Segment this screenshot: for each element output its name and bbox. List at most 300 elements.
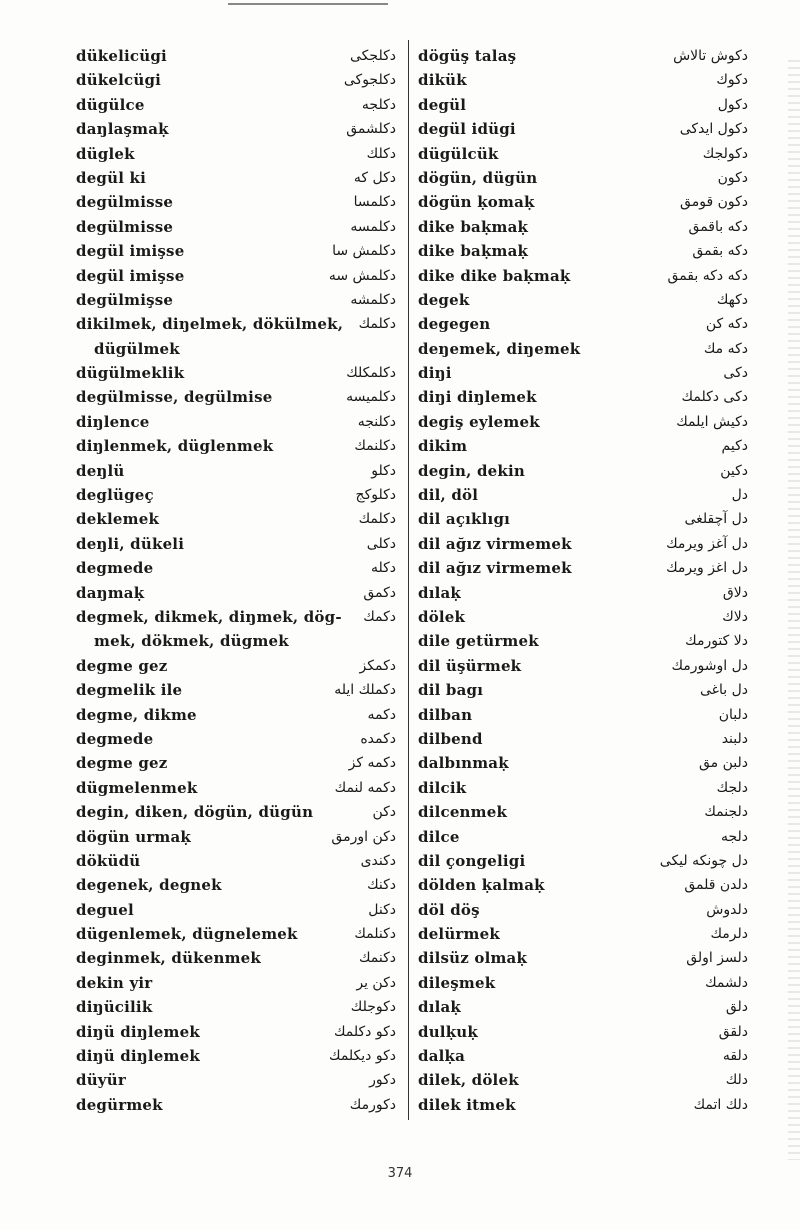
- dictionary-entry: [76, 507, 396, 531]
- dictionary-entry: [418, 995, 748, 1019]
- entry-latin: [76, 678, 182, 702]
- entry-arabic: دلا کتورمك: [685, 633, 748, 650]
- entry-latin: [76, 215, 173, 239]
- entry-latin-text: degül imişse: [76, 266, 185, 285]
- dictionary-entry: [418, 337, 748, 361]
- entry-latin: [418, 1044, 465, 1068]
- entry-latin: [76, 434, 273, 458]
- entry-latin: [418, 800, 507, 824]
- entry-arabic: دل چونکه لیکی: [659, 852, 748, 869]
- dictionary-entry: [76, 117, 396, 141]
- entry-latin: [76, 385, 272, 409]
- entry-latin: [76, 483, 154, 507]
- entry-latin: [76, 922, 298, 946]
- entry-arabic: دکمده: [360, 730, 396, 747]
- dictionary-entry: [76, 556, 396, 580]
- entry-arabic: دکمه لنمك: [334, 779, 396, 796]
- entry-latin-text: diŋlence: [76, 412, 150, 431]
- entry-latin-text: diŋlenmek, düglenmek: [76, 437, 274, 456]
- entry-arabic: دکلجکی: [350, 48, 396, 64]
- entry-latin: [76, 581, 144, 605]
- dictionary-entry: [76, 215, 396, 239]
- entry-latin-text: dilbend: [418, 729, 483, 748]
- entry-arabic: دکمکز: [359, 657, 396, 674]
- dictionary-entry: [76, 751, 396, 775]
- entry-arabic: دلرمك: [710, 926, 748, 943]
- entry-latin: [418, 654, 521, 678]
- entry-arabic: دلبند: [721, 730, 748, 747]
- entry-latin: [76, 751, 168, 775]
- entry-latin-text: dılaḳ: [418, 583, 461, 602]
- entry-latin-text: deŋemek, diŋemek: [418, 339, 581, 358]
- entry-latin-text: degegen: [418, 315, 491, 334]
- entry-latin-text: degme, dikme: [76, 705, 197, 724]
- entry-latin: [76, 605, 351, 654]
- entry-latin: [418, 361, 452, 385]
- entry-latin: [418, 215, 528, 239]
- dictionary-entry: [418, 288, 748, 312]
- entry-latin-text: dögün urmaḳ: [76, 827, 192, 846]
- entry-latin-continuation: mek, dökmek, dügmek: [94, 632, 289, 651]
- entry-latin-text: dile getürmek: [418, 632, 539, 651]
- entry-arabic: دکنمك: [358, 950, 396, 967]
- entry-arabic: دکلمك: [358, 511, 396, 528]
- dictionary-entry: [76, 166, 396, 190]
- entry-arabic: دکلنمك: [354, 438, 396, 455]
- dictionary-entry: [418, 971, 748, 995]
- entry-latin: [418, 288, 469, 312]
- entry-latin-text: degül idügi: [418, 120, 516, 139]
- entry-latin-text: dilsüz olmaḳ: [418, 949, 528, 968]
- entry-arabic: دلدوش: [706, 901, 748, 918]
- entry-latin: [76, 190, 173, 214]
- entry-latin: [76, 1093, 163, 1117]
- entry-latin-text: dilcik: [418, 778, 467, 797]
- entry-latin: [418, 751, 509, 775]
- entry-arabic: دلبن مق: [698, 755, 748, 772]
- entry-latin: [76, 459, 125, 483]
- entry-latin-text: degülmisse, degülmise: [76, 388, 273, 407]
- dictionary-entry: [418, 946, 748, 970]
- entry-latin: [76, 849, 140, 873]
- entry-latin-text: dalḳa: [418, 1047, 466, 1066]
- entry-arabic: دکی: [723, 365, 748, 382]
- entry-latin: [418, 434, 467, 458]
- dictionary-entry: [76, 532, 396, 556]
- entry-latin-text: düyür: [76, 1071, 126, 1090]
- entry-arabic: دکین: [720, 462, 748, 479]
- entry-latin: [418, 312, 490, 336]
- dictionary-entry: [418, 385, 748, 409]
- entry-latin: [76, 556, 153, 580]
- dictionary-entry: [76, 410, 396, 434]
- entry-arabic: دکن اورمق: [331, 828, 396, 845]
- entry-arabic: دلق: [725, 999, 748, 1016]
- dictionary-entry: [418, 922, 748, 946]
- entry-latin-text: degül ki: [76, 168, 147, 187]
- entry-latin: [418, 849, 525, 873]
- dictionary-entry: [76, 288, 396, 312]
- entry-arabic: دلجه: [720, 828, 748, 845]
- entry-latin: [418, 946, 527, 970]
- entry-latin-text: diŋi diŋlemek: [418, 388, 537, 407]
- entry-arabic: دلاق: [722, 584, 748, 601]
- column-divider: [408, 40, 409, 1120]
- entry-latin: [76, 117, 169, 141]
- dictionary-entry: [76, 971, 396, 995]
- entry-latin-text: dalbınmaḳ: [418, 754, 509, 773]
- entry-latin-text: dükelicügi: [76, 47, 167, 65]
- entry-latin-text: degmede: [76, 729, 154, 748]
- entry-latin: [76, 654, 168, 678]
- entry-latin-text: dölden ḳalmaḳ: [418, 876, 545, 895]
- entry-latin-text: dil bagı: [418, 681, 484, 700]
- dictionary-entry: [76, 1093, 396, 1117]
- entry-latin: [418, 166, 537, 190]
- entry-latin-text: dikük: [418, 71, 467, 90]
- entry-latin: [76, 946, 261, 970]
- dictionary-entry: [76, 946, 396, 970]
- dictionary-entry: [418, 459, 748, 483]
- entry-latin: [418, 117, 516, 141]
- entry-latin-text: degülmişse: [76, 290, 174, 309]
- entry-arabic: دل آغز ویرمك: [666, 535, 748, 552]
- entry-latin-text: dike dike baḳmaḳ: [418, 266, 571, 285]
- entry-latin-text: dükelcügi: [76, 71, 162, 90]
- entry-arabic: دل اغز ویرمك: [666, 560, 748, 577]
- entry-arabic: دکلجوکی: [343, 72, 396, 89]
- entry-arabic: دکون: [717, 169, 748, 186]
- dictionary-entry: [76, 1020, 396, 1044]
- entry-latin-text: dilek, dölek: [418, 1071, 519, 1090]
- dictionary-entry: [76, 459, 396, 483]
- dictionary-entry: [418, 483, 748, 507]
- dictionary-entry: [418, 581, 748, 605]
- dictionary-entry: [76, 44, 396, 68]
- entry-latin: [76, 142, 135, 166]
- entry-latin-text: degül: [418, 95, 467, 114]
- dictionary-entry: [418, 215, 748, 239]
- entry-latin: [418, 385, 537, 409]
- entry-latin-text: dögüş talaş: [418, 47, 517, 65]
- entry-arabic: دکی دکلمك: [681, 389, 748, 406]
- entry-latin: [418, 337, 580, 361]
- entry-arabic: دلك: [725, 1072, 748, 1089]
- dictionary-entry: [418, 361, 748, 385]
- dictionary-entry: [76, 68, 396, 92]
- entry-arabic: دکه باقمق: [688, 218, 748, 235]
- dictionary-entry: [76, 385, 396, 409]
- entry-latin-text: dilek itmek: [418, 1095, 516, 1114]
- entry-latin-text: dilce: [418, 827, 460, 846]
- entry-arabic: دلشمك: [705, 974, 748, 991]
- entry-latin: [76, 727, 153, 751]
- entry-latin-text: dileşmek: [418, 973, 496, 992]
- dictionary-entry: [418, 312, 748, 336]
- entry-arabic: دکندی: [360, 852, 396, 869]
- entry-latin: [418, 459, 525, 483]
- dictionary-entry: [76, 264, 396, 288]
- right-column: [418, 44, 748, 1117]
- entry-latin: [418, 581, 461, 605]
- entry-latin: [76, 361, 184, 385]
- entry-arabic: دل باغی: [699, 682, 748, 699]
- entry-latin: [418, 239, 528, 263]
- entry-latin: [76, 873, 222, 897]
- entry-arabic: دکلمش سه: [328, 267, 396, 284]
- dictionary-entry: [418, 849, 748, 873]
- entry-latin-text: dike baḳmaḳ: [418, 217, 529, 236]
- dictionary-entry: [76, 654, 396, 678]
- dictionary-entry: [418, 532, 748, 556]
- entry-arabic: دکلمیسه: [346, 389, 396, 406]
- dictionary-entry: [418, 410, 748, 434]
- dictionary-entry: [418, 507, 748, 531]
- entry-latin-text: degülmisse: [76, 193, 174, 212]
- entry-latin-text: dil ağız virmemek: [418, 559, 572, 578]
- dictionary-entry: [418, 776, 748, 800]
- entry-arabic: دکوك: [716, 72, 748, 89]
- entry-latin: [418, 1020, 478, 1044]
- entry-latin-text: degek: [418, 290, 470, 309]
- entry-latin: [418, 629, 539, 653]
- entry-arabic: دکمه کز: [348, 755, 396, 772]
- entry-latin-text: dil açıklıgı: [418, 510, 511, 529]
- entry-latin-text: diŋi: [418, 364, 452, 383]
- dictionary-entry: [76, 483, 396, 507]
- entry-arabic: دکه بقمق: [692, 243, 748, 260]
- entry-latin: [418, 873, 545, 897]
- entry-latin: [418, 776, 466, 800]
- header-rule: [228, 3, 388, 5]
- entry-latin: [76, 68, 161, 92]
- entry-latin: [76, 1020, 200, 1044]
- entry-arabic: دکو دیکلمك: [329, 1048, 396, 1065]
- dictionary-entry: [76, 995, 396, 1019]
- entry-latin: [76, 507, 159, 531]
- entry-latin-text: dil ağız virmemek: [418, 534, 572, 553]
- entry-arabic: دلقه: [722, 1048, 748, 1065]
- entry-arabic: دلجك: [716, 779, 748, 796]
- page-edge-shadow: [788, 60, 800, 1160]
- entry-latin: [76, 93, 145, 117]
- dictionary-entry: [418, 1068, 748, 1092]
- entry-latin-continuation: dügülmek: [94, 339, 180, 358]
- entry-arabic: دلدن قلمق: [684, 877, 748, 894]
- entry-arabic: دکول ایدکی: [679, 121, 748, 138]
- entry-arabic: دکلمك: [358, 316, 396, 333]
- entry-latin: [418, 190, 535, 214]
- entry-latin: [418, 678, 483, 702]
- entry-arabic: دکلوکج: [355, 487, 396, 504]
- dictionary-entry: [418, 190, 748, 214]
- entry-latin-text: dil çongeligi: [418, 851, 526, 870]
- entry-arabic: دکهك: [716, 291, 748, 308]
- entry-arabic: دکن یر: [356, 974, 396, 991]
- entry-arabic: دلقق: [718, 1023, 748, 1040]
- dictionary-entry: [418, 751, 748, 775]
- dictionary-entry: [76, 605, 396, 654]
- entry-latin-text: dil üşürmek: [418, 656, 522, 675]
- entry-latin-text: dilcenmek: [418, 803, 508, 822]
- entry-latin: [76, 825, 191, 849]
- entry-latin-text: deklemek: [76, 510, 160, 529]
- dictionary-entry: [418, 873, 748, 897]
- dictionary-entry: [76, 93, 396, 117]
- entry-latin-text: dikilmek, diŋelmek, dökülmek,: [76, 315, 344, 334]
- entry-latin: [418, 142, 499, 166]
- dictionary-entry: [418, 703, 748, 727]
- dictionary-entry: [418, 605, 748, 629]
- entry-arabic: دکو دکلمك: [333, 1023, 396, 1040]
- entry-arabic: دکل که: [353, 169, 396, 186]
- entry-latin-text: deŋli, dükeli: [76, 534, 185, 553]
- entry-latin: [418, 410, 540, 434]
- dictionary-entry: [76, 703, 396, 727]
- dictionary-entry: [418, 1044, 748, 1068]
- dictionary-entry: [418, 264, 748, 288]
- entry-latin: [76, 898, 134, 922]
- entry-latin-text: daŋlaşmaḳ: [76, 120, 169, 139]
- entry-arabic: دکلشمق: [346, 121, 396, 138]
- entry-latin-text: dügmelenmek: [76, 778, 198, 797]
- entry-latin: [76, 239, 184, 263]
- entry-latin: [76, 1068, 126, 1092]
- entry-latin-text: deguel: [76, 900, 134, 919]
- dictionary-entry: [418, 239, 748, 263]
- dictionary-entry: [418, 556, 748, 580]
- entry-latin-text: degülmisse: [76, 217, 174, 236]
- entry-latin: [418, 922, 500, 946]
- dictionary-entry: [418, 727, 748, 751]
- dictionary-entry: [418, 898, 748, 922]
- entry-latin: [76, 44, 167, 68]
- dictionary-entry: [76, 800, 396, 824]
- dictionary-entry: [76, 361, 396, 385]
- entry-latin-text: deginmek, dükenmek: [76, 949, 262, 968]
- dictionary-entry: [418, 434, 748, 458]
- entry-latin: [418, 995, 461, 1019]
- entry-latin-text: degmede: [76, 559, 154, 578]
- dictionary-entry: [418, 629, 748, 653]
- entry-arabic: دکوش تالاش: [673, 48, 748, 64]
- entry-arabic: دکوجلك: [350, 999, 396, 1016]
- entry-arabic: دکلنجه: [357, 413, 396, 430]
- entry-arabic: دل آچقلغی: [684, 511, 748, 528]
- entry-latin-text: diŋü diŋlemek: [76, 1047, 200, 1066]
- entry-latin: [418, 703, 472, 727]
- entry-latin-text: degin, diken, dögün, dügün: [76, 803, 314, 822]
- entry-latin: [76, 703, 197, 727]
- dictionary-entry: [418, 1020, 748, 1044]
- entry-latin-text: degmek, dikmek, diŋmek, dög-: [76, 608, 342, 626]
- entry-arabic: دکمه: [367, 706, 396, 723]
- entry-latin: [418, 1093, 516, 1117]
- entry-arabic: دکلمکلك: [346, 365, 396, 382]
- entry-latin-text: dike baḳmaḳ: [418, 242, 529, 261]
- entry-latin: [418, 507, 510, 531]
- entry-arabic: دکمك: [363, 609, 396, 625]
- entry-latin-text: diŋücilik: [76, 998, 153, 1017]
- entry-latin-text: degenek, degnek: [76, 876, 222, 895]
- dictionary-entry: [418, 44, 748, 68]
- entry-arabic: دکلی: [366, 535, 396, 552]
- entry-arabic: دکلو: [371, 462, 396, 479]
- entry-latin: [418, 532, 572, 556]
- entry-arabic: دکه کن: [705, 316, 748, 333]
- entry-arabic: دکلك: [366, 145, 396, 162]
- entry-latin: [76, 971, 152, 995]
- dictionary-entry: [76, 898, 396, 922]
- entry-latin-text: dilban: [418, 705, 473, 724]
- dictionary-entry: [418, 1093, 748, 1117]
- entry-arabic: دکول: [717, 96, 748, 113]
- entry-latin: [76, 1044, 200, 1068]
- entry-latin-text: dölek: [418, 607, 466, 626]
- entry-latin-text: dögün ḳomaḳ: [418, 193, 535, 212]
- entry-latin: [418, 971, 495, 995]
- entry-latin: [418, 483, 478, 507]
- entry-arabic: دکلجه: [361, 96, 396, 113]
- dictionary-entry: [76, 849, 396, 873]
- entry-arabic: دکیش ایلمك: [676, 413, 748, 430]
- dictionary-entry: [418, 678, 748, 702]
- entry-arabic: دکلمشه: [350, 291, 396, 308]
- entry-arabic: دکلمسه: [350, 218, 396, 235]
- entry-latin-text: degürmek: [76, 1095, 163, 1114]
- dictionary-entry: [76, 922, 396, 946]
- entry-latin-text: dügülce: [76, 95, 145, 114]
- dictionary-entry: [76, 312, 396, 361]
- entry-arabic: دکور: [369, 1072, 396, 1089]
- dictionary-entry: [76, 678, 396, 702]
- dictionary-entry: [76, 142, 396, 166]
- entry-arabic: دلجنمك: [704, 804, 748, 821]
- dictionary-entry: [76, 873, 396, 897]
- entry-arabic: دلاك: [722, 608, 748, 625]
- dictionary-entry: [76, 581, 396, 605]
- entry-arabic: دلبان: [718, 706, 748, 723]
- dictionary-entry: [76, 434, 396, 458]
- entry-latin: [76, 312, 351, 361]
- entry-latin-text: dulḳuḳ: [418, 1022, 478, 1041]
- dictionary-entry: [76, 190, 396, 214]
- entry-arabic: دکون قومق: [680, 194, 748, 211]
- entry-arabic: دکنلمك: [354, 926, 396, 943]
- dictionary-entry: [76, 1068, 396, 1092]
- entry-arabic: دکورمك: [349, 1096, 396, 1113]
- entry-latin-text: deglügeç: [76, 486, 154, 505]
- entry-latin-text: dögün, dügün: [418, 168, 538, 187]
- dictionary-entry: [76, 239, 396, 263]
- entry-arabic: دکه مك: [703, 340, 748, 357]
- entry-latin: [418, 605, 465, 629]
- entry-latin: [418, 825, 460, 849]
- dictionary-entry: [418, 93, 748, 117]
- entry-latin: [418, 93, 466, 117]
- entry-arabic: دکنك: [367, 877, 396, 894]
- dictionary-entry: [76, 825, 396, 849]
- dictionary-entry: [418, 654, 748, 678]
- entry-arabic: دل: [731, 487, 748, 504]
- entry-latin-text: döl döş: [418, 900, 480, 919]
- entry-latin-text: dügenlemek, dügnelemek: [76, 925, 298, 944]
- dictionary-entry: [76, 1044, 396, 1068]
- entry-arabic: دکلمش سا: [332, 243, 396, 260]
- entry-latin-text: degiş eylemek: [418, 412, 540, 431]
- entry-arabic: دکله: [370, 560, 396, 577]
- entry-latin-text: daŋmaḳ: [76, 583, 145, 602]
